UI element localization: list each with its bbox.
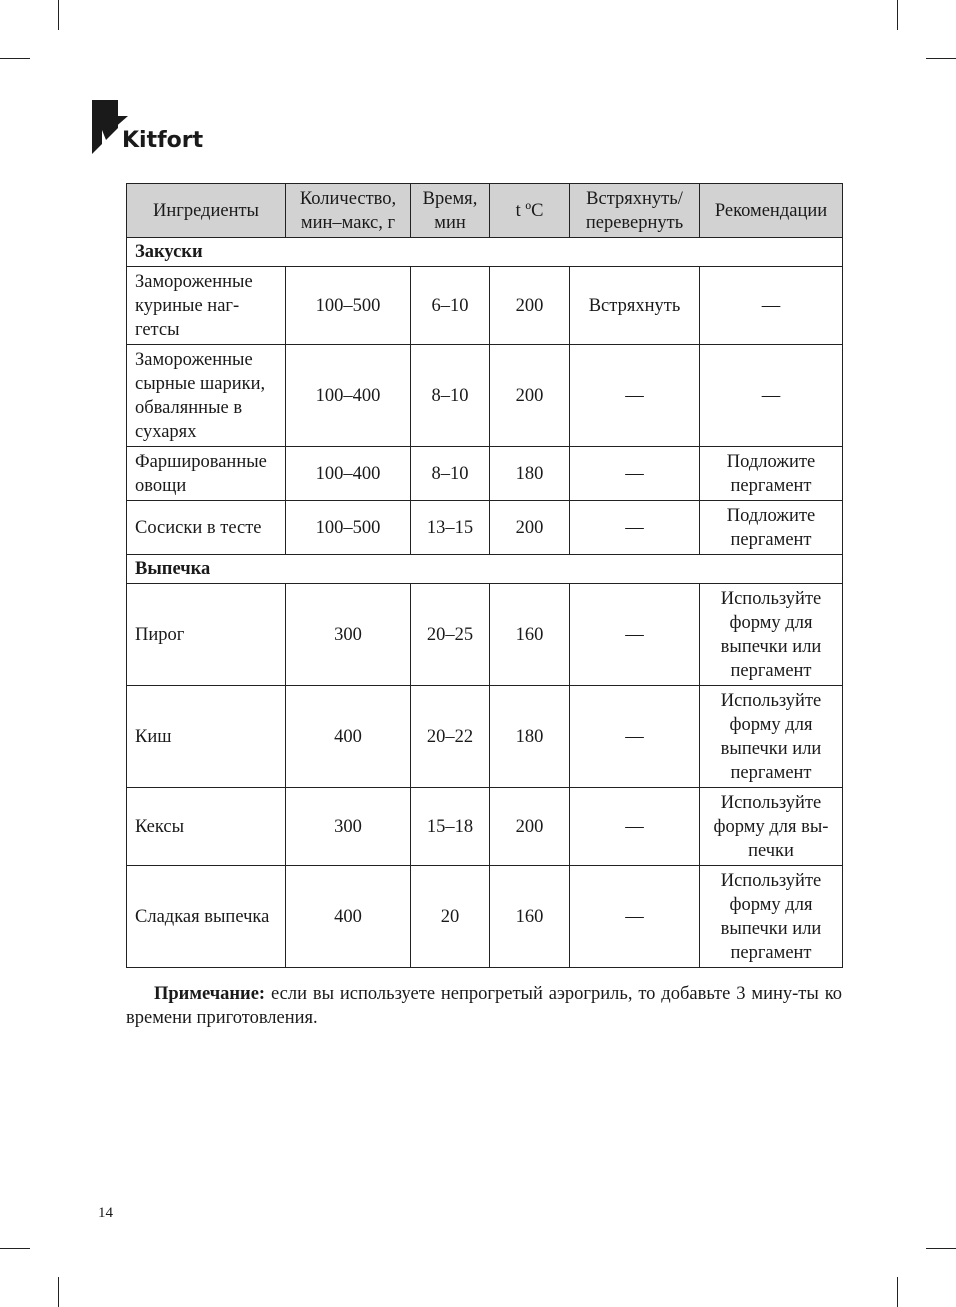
crop-mark [926, 1248, 956, 1249]
cell-time: 15–18 [411, 788, 490, 866]
header-shake: Встряхнуть/ перевернуть [570, 184, 700, 238]
header-recommendations: Рекомендации [700, 184, 843, 238]
cell-ingredient: Замороженные сырные шарики, обвалянные в сухарях [127, 345, 286, 447]
cell-quantity: 100–500 [286, 501, 411, 555]
table-row [127, 866, 843, 968]
cell-temperature: 180 [490, 686, 570, 788]
table-row [127, 788, 843, 866]
table-row [127, 501, 843, 555]
table-row [127, 584, 843, 686]
crop-mark [897, 1277, 898, 1307]
cell-shake: — [570, 345, 700, 447]
cell-time: 8–10 [411, 345, 490, 447]
cell-shake: — [570, 447, 700, 501]
cell-time: 20 [411, 866, 490, 968]
page-number: 14 [98, 1205, 113, 1221]
cell-quantity: 300 [286, 788, 411, 866]
cell-recommendation: Используйте форму для выпечки или пергамент [700, 686, 843, 788]
header-ingredients: Ингредиенты [127, 184, 286, 238]
crop-mark [0, 1248, 30, 1249]
note-text: если вы используете непрогретый аэрогриль, то добавьте 3 мину-ты ко времени приготовления. [126, 984, 842, 1028]
cell-recommendation: Используйте форму для выпечки или пергамент [700, 866, 843, 968]
cell-ingredient: Киш [127, 686, 286, 788]
cell-recommendation: — [700, 267, 843, 345]
table-header-row [127, 184, 843, 238]
brand-name: Kitfort [122, 128, 204, 153]
table-row [127, 686, 843, 788]
header-time: Время, мин [411, 184, 490, 238]
cell-quantity: 400 [286, 686, 411, 788]
cell-recommendation: Используйте форму для вы-печки [700, 788, 843, 866]
cell-recommendation: Подложите пергамент [700, 447, 843, 501]
cell-ingredient: Сладкая выпечка [127, 866, 286, 968]
table-row [127, 345, 843, 447]
crop-mark [897, 0, 898, 30]
cell-ingredient: Кексы [127, 788, 286, 866]
cell-time: 8–10 [411, 447, 490, 501]
cell-shake: — [570, 501, 700, 555]
cell-shake: — [570, 584, 700, 686]
cell-shake: — [570, 788, 700, 866]
crop-mark [926, 58, 956, 59]
cell-ingredient: Фаршированные овощи [127, 447, 286, 501]
section-row [127, 238, 843, 267]
cell-temperature: 160 [490, 866, 570, 968]
cell-quantity: 400 [286, 866, 411, 968]
table-row [127, 267, 843, 345]
crop-mark [0, 58, 30, 59]
cell-time: 20–25 [411, 584, 490, 686]
cell-shake: — [570, 866, 700, 968]
note-label: Примечание: [154, 984, 266, 1004]
cell-recommendation: Используйте форму для выпечки или пергамент [700, 584, 843, 686]
table-row [127, 447, 843, 501]
cell-temperature: 160 [490, 584, 570, 686]
cell-temperature: 200 [490, 501, 570, 555]
note-paragraph [126, 982, 842, 1030]
header-quantity: Количество, мин–макс, г [286, 184, 411, 238]
section-title-baking: Выпечка [127, 555, 843, 584]
cell-quantity: 300 [286, 584, 411, 686]
cell-ingredient: Пирог [127, 584, 286, 686]
cell-time: 13–15 [411, 501, 490, 555]
cooking-table [126, 183, 843, 968]
cell-ingredient: Сосиски в тесте [127, 501, 286, 555]
section-title-snacks: Закуски [127, 238, 843, 267]
section-row [127, 555, 843, 584]
cell-temperature: 200 [490, 345, 570, 447]
cell-shake: Встряхнуть [570, 267, 700, 345]
cell-time: 20–22 [411, 686, 490, 788]
cell-shake: — [570, 686, 700, 788]
cell-recommendation: — [700, 345, 843, 447]
crop-mark [58, 0, 59, 30]
cell-ingredient: Замороженные куриные наг-гетсы [127, 267, 286, 345]
cell-temperature: 200 [490, 788, 570, 866]
crop-mark [58, 1277, 59, 1307]
cell-temperature: 180 [490, 447, 570, 501]
header-temperature: t ºC [490, 184, 570, 238]
cell-quantity: 100–500 [286, 267, 411, 345]
cell-quantity: 100–400 [286, 345, 411, 447]
cell-recommendation: Подложите пергамент [700, 501, 843, 555]
cell-quantity: 100–400 [286, 447, 411, 501]
cell-temperature: 200 [490, 267, 570, 345]
cell-time: 6–10 [411, 267, 490, 345]
